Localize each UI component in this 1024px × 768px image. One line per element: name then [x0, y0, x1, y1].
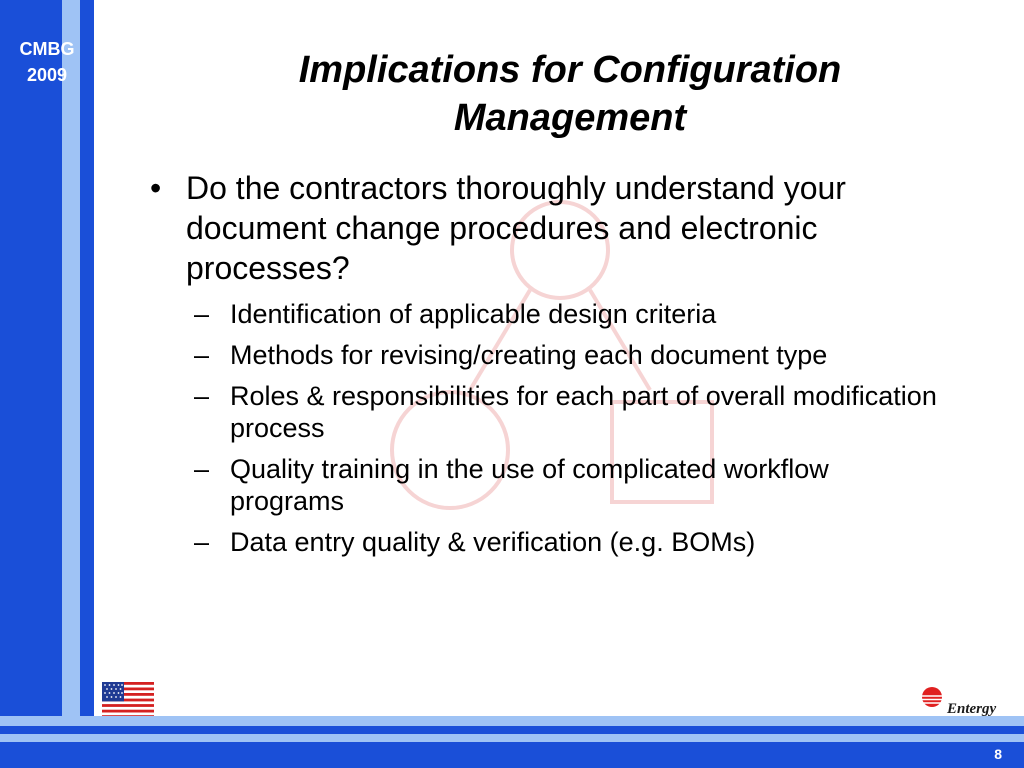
sub-bullet-text: Methods for revising/creating each document type: [230, 340, 828, 370]
sub-bullet-text: Data entry quality & verification (e.g. BOMs): [230, 527, 756, 557]
brand-line-1: CMBG: [19, 39, 75, 59]
sub-bullet-marker: –: [194, 299, 210, 329]
bullet-marker: •: [150, 170, 162, 206]
sub-bullet-item: [194, 526, 950, 558]
sub-bullet-item: [194, 339, 950, 371]
bullet-text: Do the contractors thoroughly understand your document change procedures and electronic processes?: [186, 170, 846, 286]
sub-bullet-item: [194, 380, 950, 444]
slide-title: [210, 46, 930, 142]
footer-blue-stripe: [0, 726, 1024, 734]
sub-bullet-text: Roles & responsibilities for each part of overall modification process: [230, 381, 937, 443]
sub-bullet-marker: –: [194, 340, 210, 370]
sub-bullet-item: [194, 298, 950, 330]
sub-bullet-text: Identification of applicable design criteria: [230, 299, 717, 329]
sub-bullet-text: Quality training in the use of complicated workflow programs: [230, 454, 829, 516]
sub-bullet-marker: –: [194, 527, 210, 557]
sub-bullet-item: [194, 453, 950, 517]
footer-bar: [0, 742, 1024, 768]
footer-light-stripe-2: [0, 734, 1024, 742]
sidebar-stripe: [0, 0, 62, 768]
entergy-logo: [920, 684, 1006, 716]
slide-title-line-1: Implications for Configuration: [298, 49, 842, 91]
brand-line-2: 2009: [26, 65, 68, 85]
footer-light-stripe: [0, 716, 1024, 726]
slide-content: [150, 168, 950, 567]
logo-text: Entergy: [947, 701, 997, 716]
sidebar-light-stripe: [62, 0, 80, 768]
slide-number: 8: [994, 746, 1002, 762]
sub-bullet-marker: –: [194, 454, 210, 484]
bullet-item: [150, 168, 950, 288]
sub-bullet-marker: –: [194, 381, 210, 411]
sidebar-edge-stripe: [80, 0, 94, 768]
us-flag-icon: [102, 682, 154, 718]
slide-title-line-2: Management: [453, 97, 687, 139]
brand-label: [0, 36, 94, 88]
sub-bullet-list: [194, 298, 950, 558]
